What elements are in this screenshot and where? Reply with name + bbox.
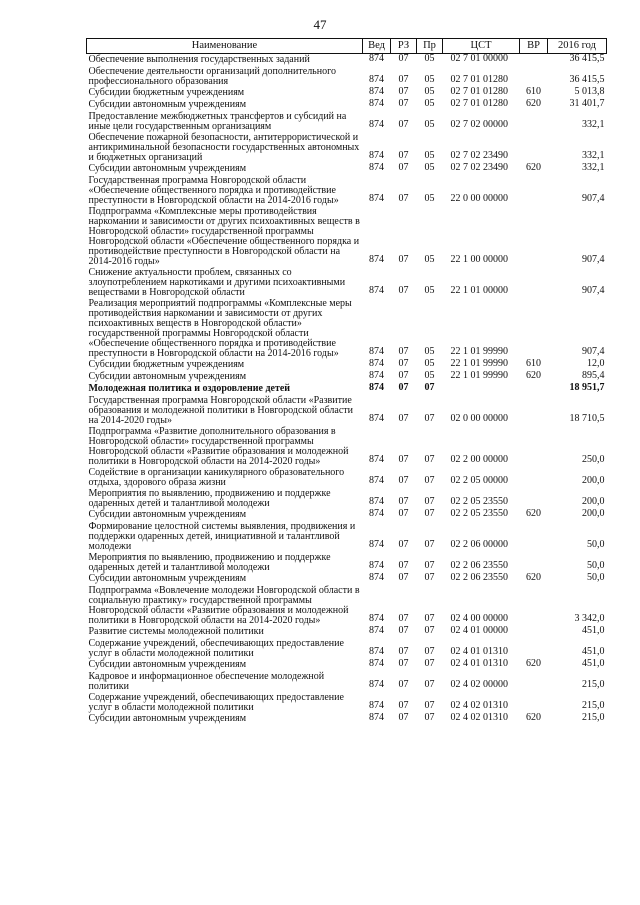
cell-cst: 02 2 06 23550	[450, 572, 508, 583]
cell-cst: 22 1 01 99990	[450, 346, 508, 357]
cell-ved: 874	[369, 413, 384, 424]
cell-name: Подпрограмма «Развитие дополнительного образования в Новгородской области» государственной программы Новгородской области «Развитие образования и молодежной политики в Новгородской области на 2014-2020 годы»	[88, 426, 349, 467]
cell-rz: 07	[398, 150, 409, 161]
cell-pr: 05	[424, 74, 435, 85]
cell-ved: 874	[369, 98, 384, 109]
cell-cst: 02 7 02 00000	[450, 119, 508, 130]
cell-ved: 874	[369, 53, 384, 64]
cell-rz: 07	[398, 254, 409, 265]
cell-name: Государственная программа Новгородской области «Обеспечение общественного порядка и противодействие преступности в Новгородской области на 2014-2016 годы»	[88, 175, 339, 206]
cell-vr	[520, 54, 548, 67]
cell-cst: 02 4 01 01310	[450, 646, 508, 657]
cell-sum: 215,0	[582, 700, 605, 711]
cell-ved: 874	[369, 712, 384, 723]
cell-pr: 07	[424, 508, 435, 519]
cell-sum: 200,0	[582, 475, 605, 486]
cell-sum: 3 342,0	[574, 613, 605, 624]
cell-ved: 874	[369, 658, 384, 669]
cell-vr	[520, 267, 548, 298]
cell-sum: 12,0	[587, 358, 605, 369]
cell-name: Субсидии автономным учреждениям	[88, 371, 247, 382]
cell-pr: 07	[424, 496, 435, 507]
cell-cst: 02 7 01 01280	[450, 86, 508, 97]
cell-name: Снижение актуальности проблем, связанных со злоупотреблением наркотиками и другими психоактивными веществами в Новгородской области	[88, 267, 346, 298]
cell-pr: 07	[424, 646, 435, 657]
cell-cst: 02 4 02 00000	[450, 679, 508, 690]
cell-name: Субсидии автономным учреждениям	[88, 573, 247, 584]
cell-cst: 22 1 00 00000	[450, 254, 508, 265]
cell-sum: 36 415,5	[569, 74, 605, 85]
cell-sum: 332,1	[582, 150, 605, 161]
cell-cst: 02 0 00 00000	[450, 413, 508, 424]
cell-vr	[520, 585, 548, 626]
cell-pr: 07	[424, 658, 435, 669]
cell-cst: 22 1 01 99990	[450, 358, 508, 369]
cell-name: Молодежная политика и оздоровление детей	[88, 383, 291, 394]
cell-pr: 05	[424, 162, 435, 173]
cell-pr: 07	[424, 413, 435, 424]
cell-sum: 50,0	[587, 572, 605, 583]
cell-pr: 05	[424, 254, 435, 265]
cell-sum: 332,1	[582, 119, 605, 130]
cell-sum: 50,0	[587, 539, 605, 550]
header-vr: ВР	[520, 39, 548, 54]
cell-rz: 07	[398, 74, 409, 85]
table-row	[87, 111, 607, 132]
table-row	[87, 488, 607, 509]
cell-cst: 02 2 05 23550	[450, 508, 508, 519]
cell-sum: 215,0	[582, 679, 605, 690]
cell-sum: 451,0	[582, 658, 605, 669]
cell-cst: 02 4 00 00000	[450, 613, 508, 624]
cell-name: Реализация мероприятий подпрограммы «Комплексные меры противодействия наркомании и зависимости от других психоактивных веществ в Новгородской области» государственной программы Новгородской области «Обеспечение общественного порядка и противодействие преступности в Новгородской области на 2014-2016 годы»	[88, 298, 352, 359]
table-row	[87, 659, 607, 671]
cell-pr: 07	[424, 572, 435, 583]
cell-ved: 874	[369, 346, 384, 357]
cell-name: Содействие в организации каникулярного образовательного отдыха, здорового образа жизни	[88, 467, 345, 488]
table-row	[87, 383, 607, 395]
cell-cst: 02 2 05 23550	[450, 496, 508, 507]
cell-pr: 05	[424, 285, 435, 296]
cell-rz: 07	[398, 358, 409, 369]
cell-vr: 610	[526, 358, 541, 369]
table-row	[87, 54, 607, 67]
cell-vr: 620	[526, 658, 541, 669]
table-row	[87, 692, 607, 713]
table-row	[87, 521, 607, 552]
cell-name: Предоставление межбюджетных трансфертов и субсидий на иные цели государственным организациям	[88, 111, 347, 132]
table-row	[87, 132, 607, 163]
cell-name: Подпрограмма «Комплексные меры противодействия наркомании и зависимости от других психоактивных веществ в Новгородской области» государственной программы Новгородской области «Обеспечение общественного порядка и противодействие преступности в Новгородской области на 2014-2016 годы»	[88, 206, 360, 267]
header-ved: Вед	[363, 39, 391, 54]
cell-vr: 620	[526, 162, 541, 173]
cell-vr	[520, 467, 548, 488]
cell-vr	[520, 671, 548, 692]
cell-ved: 874	[369, 454, 384, 465]
cell-vr: 620	[526, 370, 541, 381]
cell-sum: 451,0	[582, 625, 605, 636]
header-name: Наименование	[87, 39, 363, 54]
cell-rz: 07	[398, 679, 409, 690]
cell-cst: 02 4 01 01310	[450, 658, 508, 669]
cell-sum: 250,0	[582, 454, 605, 465]
cell-ved: 874	[369, 613, 384, 624]
cell-rz: 07	[398, 712, 409, 723]
cell-pr: 05	[424, 358, 435, 369]
cell-cst: 02 4 02 01310	[450, 700, 508, 711]
cell-pr: 05	[424, 98, 435, 109]
cell-rz: 07	[398, 508, 409, 519]
cell-name: Обеспечение пожарной безопасности, антитеррористической и антикриминальной безопасности государственных автономных и бюджетных организаций	[88, 132, 360, 163]
cell-ved: 874	[369, 679, 384, 690]
cell-sum: 907,4	[582, 254, 605, 265]
cell-sum: 200,0	[582, 496, 605, 507]
cell-sum: 907,4	[582, 285, 605, 296]
cell-cst: 02 2 05 00000	[450, 475, 508, 486]
cell-rz: 07	[398, 162, 409, 173]
cell-rz: 07	[398, 658, 409, 669]
cell-sum: 907,4	[582, 346, 605, 357]
cell-ved: 874	[369, 74, 384, 85]
cell-sum: 18 710,5	[569, 413, 605, 424]
cell-name: Содержание учреждений, обеспечивающих предоставление услуг в области молодежной политики	[88, 692, 344, 713]
cell-pr: 07	[424, 454, 435, 465]
cell-pr: 07	[424, 700, 435, 711]
cell-sum: 5 013,8	[574, 86, 605, 97]
header-cst: ЦСТ	[443, 39, 520, 54]
cell-cst: 22 0 00 00000	[450, 193, 508, 204]
cell-ved: 874	[369, 625, 384, 636]
table-row	[87, 638, 607, 659]
cell-name: Подпрограмма «Вовлечение молодежи Новгородской области в социальную практику» государственной программы Новгородской области «Развитие образования и молодежной политики в Новгородской области на 2014-2020 годы»	[88, 585, 360, 626]
cell-rz: 07	[398, 572, 409, 583]
cell-rz: 07	[398, 193, 409, 204]
header-rz: РЗ	[391, 39, 417, 54]
cell-ved: 874	[369, 382, 384, 393]
cell-name: Субсидии автономным учреждениям	[88, 509, 247, 520]
table-row	[87, 671, 607, 692]
cell-rz: 07	[398, 560, 409, 571]
cell-ved: 874	[369, 162, 384, 173]
cell-pr: 07	[424, 712, 435, 723]
cell-vr	[520, 111, 548, 132]
cell-ved: 874	[369, 475, 384, 486]
cell-cst: 02 7 01 01280	[450, 98, 508, 109]
cell-pr: 07	[424, 475, 435, 486]
table-row	[87, 467, 607, 488]
cell-ved: 874	[369, 119, 384, 130]
table-row	[87, 298, 607, 359]
cell-ved: 874	[369, 572, 384, 583]
cell-vr	[520, 692, 548, 713]
cell-vr	[520, 383, 548, 395]
cell-vr: 620	[526, 572, 541, 583]
cell-sum: 50,0	[587, 560, 605, 571]
cell-rz: 07	[398, 700, 409, 711]
cell-sum: 31 401,7	[569, 98, 605, 109]
table-row	[87, 509, 607, 521]
cell-cst: 02 2 06 23550	[450, 560, 508, 571]
cell-name: Обеспечение деятельности организаций дополнительного профессионального образования	[88, 66, 336, 87]
cell-name: Содержание учреждений, обеспечивающих предоставление услуг в области молодежной политики	[88, 638, 344, 659]
header-sum: 2016 год	[548, 39, 607, 54]
cell-vr	[520, 175, 548, 206]
header-pr: Пр	[417, 39, 443, 54]
cell-rz: 07	[398, 98, 409, 109]
cell-pr: 07	[424, 613, 435, 624]
table-row	[87, 626, 607, 638]
cell-ved: 874	[369, 193, 384, 204]
cell-sum: 215,0	[582, 712, 605, 723]
cell-cst: 22 1 01 99990	[450, 370, 508, 381]
cell-name: Государственная программа Новгородской области «Развитие образования и молодежной политики в Новгородской области на 2014-2020 годы»	[88, 395, 354, 426]
cell-name: Субсидии автономным учреждениям	[88, 713, 247, 724]
table-row	[87, 426, 607, 467]
table-row	[87, 99, 607, 111]
cell-cst: 02 4 01 00000	[450, 625, 508, 636]
cell-pr: 05	[424, 346, 435, 357]
cell-vr: 620	[526, 98, 541, 109]
cell-pr: 05	[424, 53, 435, 64]
cell-pr: 05	[424, 86, 435, 97]
cell-ved: 874	[369, 285, 384, 296]
cell-vr	[520, 521, 548, 552]
table-row	[87, 175, 607, 206]
cell-name: Мероприятия по выявлению, продвижению и поддержке одаренных детей и талантливой молодежи	[88, 488, 331, 509]
cell-cst: 02 7 01 01280	[450, 74, 508, 85]
cell-ved: 874	[369, 150, 384, 161]
table-row	[87, 163, 607, 175]
cell-ved: 874	[369, 358, 384, 369]
cell-ved: 874	[369, 370, 384, 381]
cell-cst: 22 1 01 00000	[450, 285, 508, 296]
cell-rz: 07	[398, 475, 409, 486]
cell-vr	[520, 206, 548, 267]
cell-vr	[520, 638, 548, 659]
cell-rz: 07	[398, 346, 409, 357]
cell-vr	[520, 298, 548, 359]
cell-vr	[520, 552, 548, 573]
cell-rz: 07	[398, 613, 409, 624]
cell-rz: 07	[398, 625, 409, 636]
cell-rz: 07	[398, 86, 409, 97]
table-row	[87, 395, 607, 426]
cell-name: Субсидии автономным учреждениям	[88, 659, 247, 670]
cell-pr: 05	[424, 370, 435, 381]
cell-cst: 02 7 02 23490	[450, 150, 508, 161]
budget-table	[86, 38, 607, 725]
cell-ved: 874	[369, 560, 384, 571]
cell-sum: 895,4	[582, 370, 605, 381]
cell-sum: 36 415,5	[569, 53, 605, 64]
table-row	[87, 573, 607, 585]
cell-rz: 07	[398, 539, 409, 550]
cell-rz: 07	[398, 119, 409, 130]
cell-pr: 05	[424, 193, 435, 204]
cell-sum: 200,0	[582, 508, 605, 519]
cell-rz: 07	[398, 454, 409, 465]
cell-pr: 07	[424, 679, 435, 690]
cell-sum: 332,1	[582, 162, 605, 173]
cell-ved: 874	[369, 539, 384, 550]
cell-pr: 05	[424, 119, 435, 130]
cell-vr	[520, 626, 548, 638]
table-header-row	[87, 39, 607, 54]
cell-ved: 874	[369, 700, 384, 711]
cell-cst: 02 7 01 00000	[450, 53, 508, 64]
cell-cst: 02 2 06 00000	[450, 539, 508, 550]
table-row	[87, 552, 607, 573]
cell-vr	[520, 426, 548, 467]
cell-name: Кадровое и информационное обеспечение молодежной политики	[88, 671, 325, 692]
cell-sum: 451,0	[582, 646, 605, 657]
table-row	[87, 66, 607, 87]
cell-cst: 02 4 02 01310	[450, 712, 508, 723]
cell-rz: 07	[398, 496, 409, 507]
cell-vr	[520, 132, 548, 163]
table-row	[87, 585, 607, 626]
cell-rz: 07	[398, 646, 409, 657]
cell-cst	[443, 383, 520, 395]
cell-sum: 907,4	[582, 193, 605, 204]
cell-name: Субсидии бюджетным учреждениям	[88, 359, 245, 370]
cell-name: Субсидии бюджетным учреждениям	[88, 87, 245, 98]
cell-ved: 874	[369, 254, 384, 265]
cell-rz: 07	[398, 382, 409, 393]
cell-rz: 07	[398, 370, 409, 381]
cell-name: Мероприятия по выявлению, продвижению и поддержке одаренных детей и талантливой молодежи	[88, 552, 331, 573]
cell-pr: 07	[424, 539, 435, 550]
cell-ved: 874	[369, 508, 384, 519]
table-body	[87, 54, 607, 726]
cell-name: Развитие системы молодежной политики	[88, 626, 264, 637]
cell-cst: 02 2 00 00000	[450, 454, 508, 465]
cell-vr	[520, 488, 548, 509]
cell-vr	[520, 395, 548, 426]
cell-pr: 07	[424, 560, 435, 571]
cell-vr: 620	[526, 508, 541, 519]
cell-vr: 620	[526, 712, 541, 723]
table-row	[87, 206, 607, 267]
cell-rz: 07	[398, 413, 409, 424]
table-row	[87, 713, 607, 725]
cell-name: Обеспечение выполнения государственных заданий	[88, 54, 310, 65]
page-number: 47	[313, 17, 327, 32]
cell-ved: 874	[369, 646, 384, 657]
table-row	[87, 371, 607, 383]
cell-rz: 07	[398, 53, 409, 64]
cell-name: Субсидии автономным учреждениям	[88, 163, 247, 174]
cell-rz: 07	[398, 285, 409, 296]
table-row	[87, 267, 607, 298]
cell-pr: 07	[424, 382, 435, 393]
cell-vr: 610	[526, 86, 541, 97]
cell-pr: 07	[424, 625, 435, 636]
cell-vr	[520, 66, 548, 87]
cell-ved: 874	[369, 496, 384, 507]
cell-pr: 05	[424, 150, 435, 161]
cell-name: Формирование целостной системы выявления, продвижения и поддержки одаренных детей, инициативной и талантливой молодежи	[88, 521, 356, 552]
cell-sum: 18 951,7	[569, 382, 605, 393]
cell-name: Субсидии автономным учреждениям	[88, 99, 247, 110]
cell-cst: 02 7 02 23490	[450, 162, 508, 173]
cell-ved: 874	[369, 86, 384, 97]
